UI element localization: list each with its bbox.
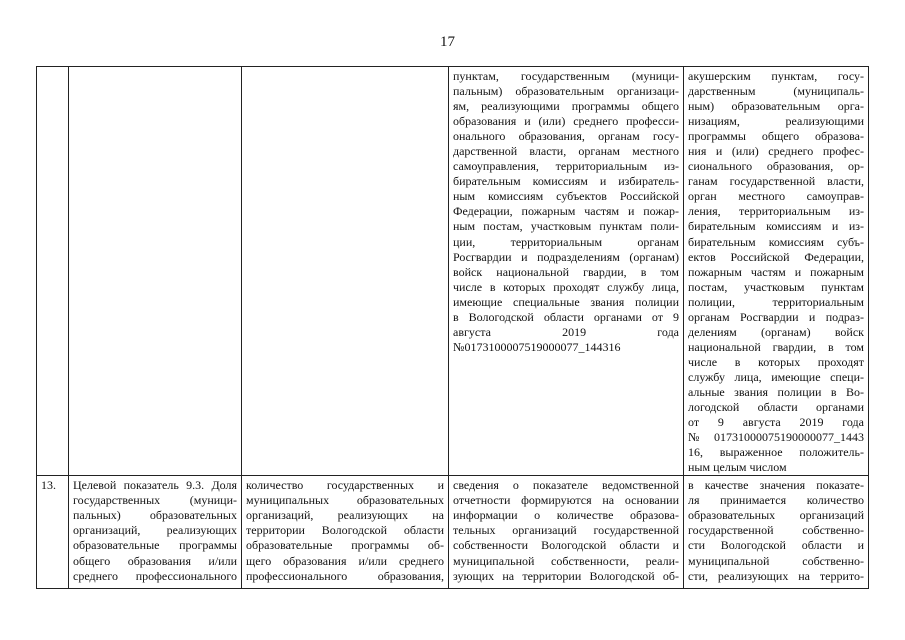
cell-text-line: пальных) образовательных (73, 508, 237, 523)
cell-text-line: муниципальных образовательных (246, 493, 444, 508)
cell-text-line: территории Вологодской области (246, 523, 444, 538)
cell-text-line: постам, участковым пунктам (688, 279, 864, 294)
cell-text-line: среднего профессионального (73, 568, 237, 583)
cell-text-line: муниципальной собственно- (688, 553, 864, 568)
cell-text-line: ным целым числом (688, 460, 787, 475)
cell-text-line: ным постам, участковым пунктам поли- (453, 219, 679, 234)
cell-text-line: числе в которых проходят службу лица, (453, 279, 679, 294)
cell-text-line: числе в которых проходят (688, 354, 864, 369)
cell-text-line: полиции, территориальным (688, 294, 864, 309)
table-cell-col1 (69, 476, 242, 589)
cell-text-line: зующих на территории Вологодской об- (453, 568, 679, 583)
cell-text-line: 16, выраженное положитель- (688, 445, 864, 460)
cell-text-line: августа 2019 года (453, 324, 679, 339)
table-cell-col2 (242, 67, 449, 476)
table-cell-col2 (242, 476, 449, 589)
cell-text-line: организаций, реализующих на (246, 508, 444, 523)
cell-text-line: низациям, реализующими (688, 114, 864, 129)
cell-text-line: сионального образования, ор- (688, 159, 864, 174)
cell-text-line: образования и (или) среднего професси- (453, 114, 679, 129)
cell-text-line: общего образования и/или (73, 553, 237, 568)
cell-text-line: имеющие специальные звания полиции (453, 294, 679, 309)
table-cell-col1 (69, 67, 242, 476)
cell-text-line: дарственным (муниципаль- (688, 84, 864, 99)
cell-text-line: щего образования и/или среднего (246, 553, 444, 568)
cell-text-line: логодской области органами (688, 400, 864, 415)
cell-text-line: муниципальной собственности, реали- (453, 553, 679, 568)
cell-text-line: тельных организаций государственной (453, 523, 679, 538)
cell-text-line: Федерации, пожарным частям и пожар- (453, 204, 679, 219)
cell-text-line: бирательным комиссиям субъ- (688, 234, 864, 249)
cell-text-line: национальной гвардии, в том (688, 339, 864, 354)
cell-text-line: ции, территориальным органам (453, 234, 679, 249)
row-number-cell (37, 67, 69, 476)
cell-text-line: отчетности формируются на основании (453, 493, 679, 508)
cell-text-line: ганам государственной власти, (688, 174, 864, 189)
cell-text-line: Росгвардии и подразделениям (органам) (453, 249, 679, 264)
cell-text-line: пунктам, государственным (муници- (453, 69, 679, 83)
cell-text-line: ям, реализующими программы общего (453, 99, 679, 114)
cell-text-line: государственной собственно- (688, 523, 864, 538)
table-cell-col3 (449, 67, 684, 476)
table-row (37, 67, 869, 476)
cell-text-line: государственных (муници- (73, 493, 237, 508)
row-number: 13. (41, 478, 56, 493)
cell-text-line: образовательных организаций (688, 508, 864, 523)
cell-text-line: Целевой показатель 9.3. Доля (73, 478, 237, 493)
cell-text-line: ным комиссиям субъектов Российской (453, 189, 679, 204)
cell-text-line: ля принимается количество (688, 493, 864, 508)
cell-text-line: пожарным частям и пожарным (688, 264, 864, 279)
cell-text-line: акушерским пунктам, госу- (688, 69, 864, 83)
cell-text-line: пальным) образовательным организаци- (453, 84, 679, 99)
cell-text-line: сти, реализующих на террито- (688, 568, 864, 583)
cell-text-line: программы общего образова- (688, 129, 864, 144)
indicator-table (36, 66, 869, 589)
cell-text-line: делениям (органам) войск (688, 324, 864, 339)
cell-text-line: сведения о показателе ведомственной (453, 478, 679, 493)
cell-text-line: собственности Вологодской области и (453, 538, 679, 553)
cell-text-line: орган местного самоуправ- (688, 189, 864, 204)
cell-text-line: сти Вологодской области и (688, 538, 864, 553)
cell-text-line: службу лица, имеющие специ- (688, 369, 864, 384)
cell-text-line: ектов Российской Федерации, (688, 249, 864, 264)
cell-text-line: профессионального образования, (246, 568, 444, 583)
cell-text-line: альные звания полиции в Во- (688, 384, 864, 399)
cell-text-line: организаций, реализующих (73, 523, 237, 538)
page-number: 17 (440, 34, 455, 50)
cell-text-line: войск национальной гвардии, в том (453, 264, 679, 279)
cell-text-line: ления, территориальным из- (688, 204, 864, 219)
cell-text-line: в качестве значения показате- (688, 478, 864, 493)
cell-text-line: №0173100007519000077_144316 (453, 339, 621, 354)
cell-text-line: органам Росгвардии и подраз- (688, 309, 864, 324)
table-cell-col4 (684, 67, 869, 476)
cell-text-line: онального образования, органам госу- (453, 129, 679, 144)
table-cell-col3 (449, 476, 684, 589)
cell-text-line: самоуправления, территориальным из- (453, 159, 679, 174)
cell-text-line: образовательные программы (73, 538, 237, 553)
cell-text-line: бирательным комиссиям и из- (688, 219, 864, 234)
cell-text-line: образовательные программы об- (246, 538, 444, 553)
cell-text-line: №01731000075190000077_1443 (688, 430, 864, 445)
row-number-cell (37, 476, 69, 589)
cell-text-line: количество государственных и (246, 478, 444, 493)
cell-text-line: бирательным комиссиям и избиратель- (453, 174, 679, 189)
cell-text-line: ния и (или) среднего профес- (688, 144, 864, 159)
cell-text-line: ным) образовательным орга- (688, 99, 864, 114)
cell-text-line: в Вологодской области органами от 9 (453, 309, 679, 324)
cell-text-line: информации о количестве образова- (453, 508, 679, 523)
cell-text-line: от 9 августа 2019 года (688, 415, 864, 430)
table-row (37, 476, 869, 589)
table-cell-col4 (684, 476, 869, 589)
cell-text-line: дарственной власти, органам местного (453, 144, 679, 159)
